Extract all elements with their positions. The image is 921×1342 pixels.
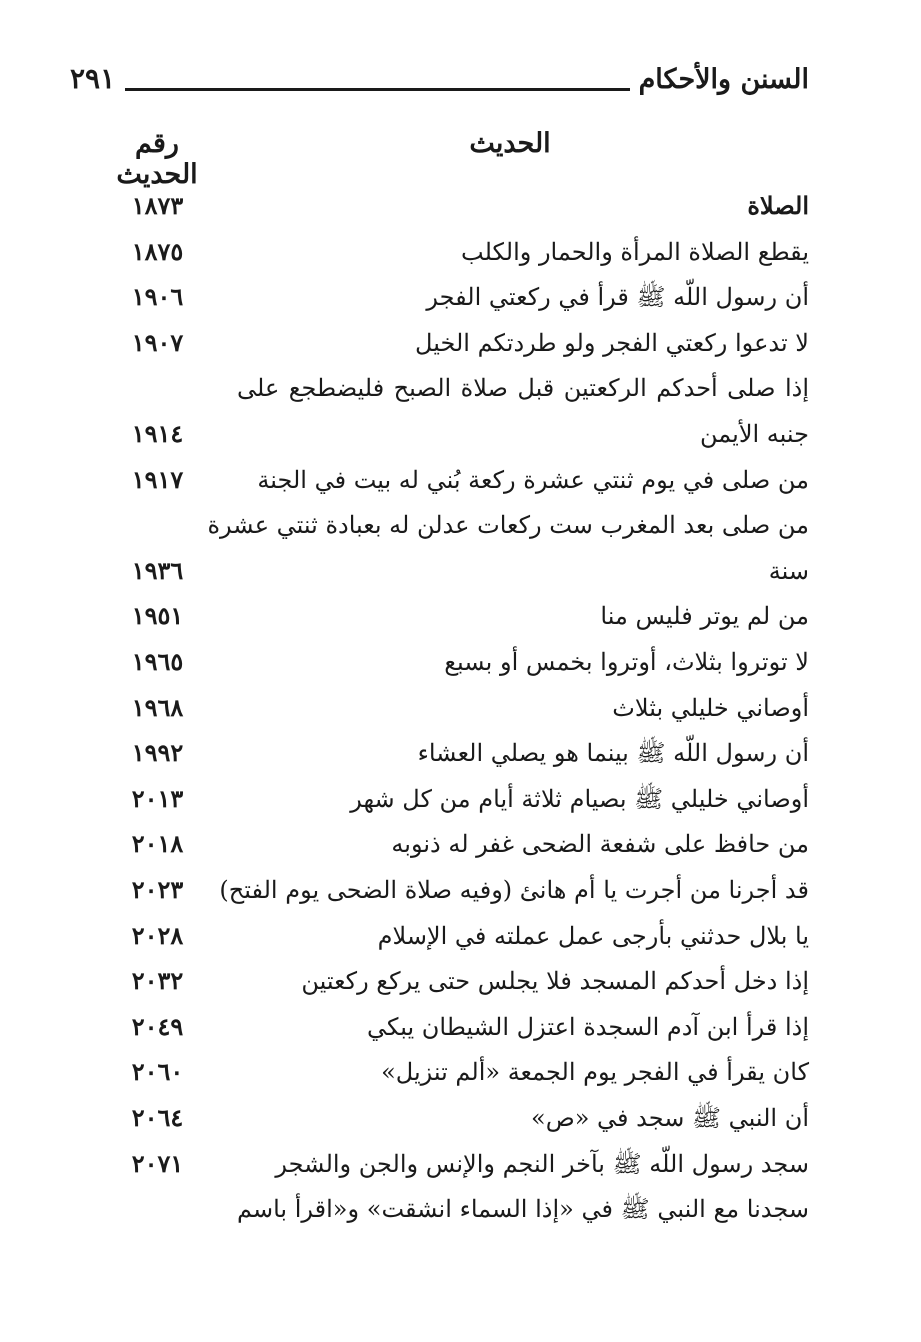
running-header-title: السنن والأحكام (638, 64, 809, 95)
index-row (0, 958, 921, 1004)
hadith-text: أوصاني خليلي ﷺ بصيام ثلاثة أيام من كل شهر (350, 784, 809, 813)
index-row (0, 1095, 921, 1141)
hadith-text: أوصاني خليلي بثلاث (612, 693, 809, 722)
hadith-text: أن رسول اللّه ﷺ قرأ في ركعتي الفجر (426, 283, 809, 312)
hadith-number: ١٩٣٦ (131, 555, 184, 585)
index-row (0, 1186, 921, 1232)
hadith-text: يا بلال حدثني بأرجى عمل عملته في الإسلام (377, 921, 809, 950)
index-row (0, 821, 921, 867)
hadith-text: إذا صلى أحدكم الركعتين قبل صلاة الصبح فليضطجع على (237, 374, 809, 403)
page-number: ٢٩١ (70, 62, 116, 95)
hadith-number: ٢٠٤٩ (131, 1011, 184, 1041)
index-row (0, 274, 921, 320)
hadith-number: ١٩٥١ (131, 601, 184, 631)
hadith-text: إذا قرأ ابن آدم السجدة اعتزل الشيطان يبكي (366, 1012, 809, 1041)
index-row (0, 685, 921, 731)
hadith-text: من لم يوتر فليس منا (600, 602, 809, 631)
column-header-hadith-number: رقم الحديث (116, 128, 198, 190)
hadith-number: ١٩٦٥ (131, 647, 184, 676)
index-row (0, 1004, 921, 1050)
index-row (0, 1049, 921, 1095)
index-row (0, 457, 921, 503)
hadith-number: ١٩١٤ (131, 419, 184, 448)
hadith-text: أن رسول اللّه ﷺ بينما هو يصلي العشاء (417, 739, 809, 768)
hadith-number: ١٩١٧ (131, 464, 184, 494)
hadith-text: سنة (768, 556, 809, 585)
hadith-text: لا تدعوا ركعتي الفجر ولو طردتكم الخيل (415, 328, 809, 357)
index-row (0, 913, 921, 959)
section-heading-row (0, 183, 921, 229)
hadith-text: جنبه الأيمن (700, 420, 809, 448)
header-rule (125, 88, 630, 91)
hadith-number: ٢٠٧١ (131, 1148, 184, 1178)
index-row (0, 593, 921, 639)
index-row (0, 365, 921, 411)
index-row (0, 1141, 921, 1187)
index-row (0, 548, 921, 594)
hadith-number: ١٩٠٧ (131, 327, 184, 357)
hadith-text: كان يقرأ في الفجر يوم الجمعة «ألم تنزيل» (381, 1058, 809, 1087)
hadith-number: ٢٠٣٢ (131, 966, 184, 996)
hadith-text: يقطع الصلاة المرأة والحمار والكلب (461, 237, 809, 266)
section-heading: الصلاة (747, 191, 809, 220)
index-row (0, 229, 921, 275)
column-header-hadith: الحديث (469, 128, 551, 159)
index-row (0, 411, 921, 457)
hadith-text: من صلى في يوم ثنتي عشرة ركعة بُني له بيت في الجنة (257, 465, 809, 494)
hadith-text: لا توتروا بثلاث، أوتروا بخمس أو بسبع (444, 648, 809, 676)
index-row (0, 730, 921, 776)
hadith-number: ٢٠٦٠ (131, 1057, 184, 1087)
hadith-text: سجد رسول اللّه ﷺ بآخر النجم والإنس والجن والشجر (275, 1149, 809, 1178)
hadith-number: ١٨٧٥ (131, 236, 184, 266)
hadith-number: ١٩٠٦ (131, 282, 184, 312)
hadith-text: إذا دخل أحدكم المسجد فلا يجلس حتى يركع ركعتين (301, 967, 809, 996)
hadith-text: سجدنا مع النبي ﷺ في «إذا السماء انشقت» و«اقرأ باسم (237, 1195, 809, 1224)
hadith-number: ٢٠٦٤ (131, 1103, 184, 1132)
hadith-number: ٢٠١٣ (131, 783, 184, 813)
hadith-number: ٢٠٢٣ (131, 875, 184, 904)
hadith-number: ١٩٩٢ (131, 738, 184, 768)
hadith-text: من حافظ على شفعة الضحى غفر له ذنوبه (391, 830, 809, 859)
hadith-number: ٢٠١٨ (131, 829, 184, 859)
index-row (0, 639, 921, 685)
index-row (0, 320, 921, 366)
hadith-number: ٢٠٢٨ (131, 920, 184, 950)
hadith-text: قد أجرنا من أجرت يا أم هانئ (وفيه صلاة الضحى يوم الفتح) (219, 876, 809, 904)
hadith-text: من صلى بعد المغرب ست ركعات عدلن له بعبادة ثنتي عشرة (207, 511, 809, 540)
hadith-number: ١٩٦٨ (131, 692, 184, 722)
hadith-text: أن النبي ﷺ سجد في «ص» (531, 1104, 809, 1132)
hadith-number: ١٨٧٣ (131, 191, 184, 220)
index-row (0, 867, 921, 913)
index-row (0, 502, 921, 548)
index-row (0, 776, 921, 822)
